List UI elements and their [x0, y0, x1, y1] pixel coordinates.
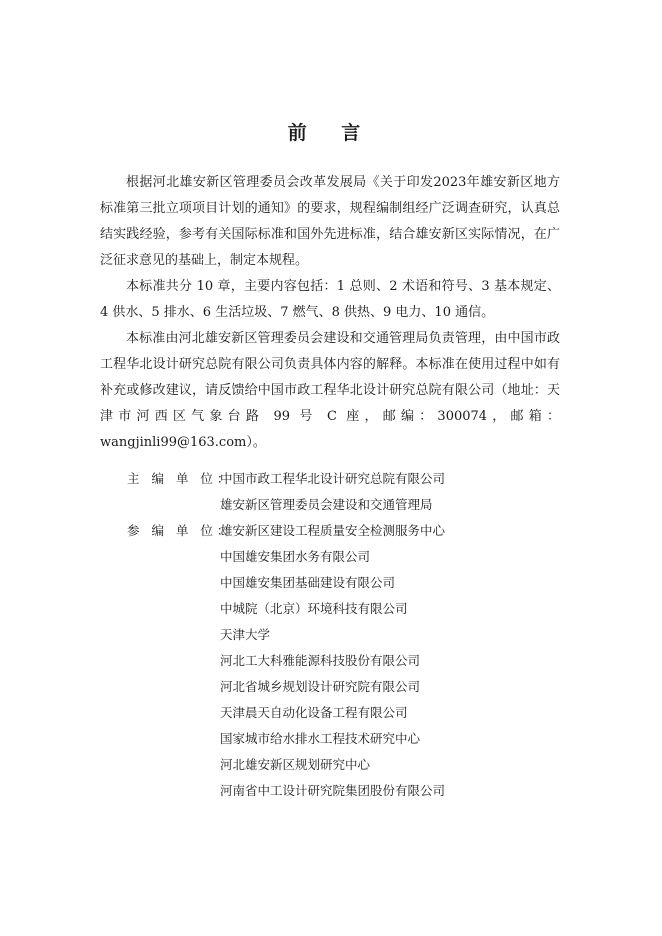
participating-unit-row — [127, 596, 547, 622]
participating-unit-name: 国家城市给水排水工程技术研究中心 — [220, 731, 421, 746]
participating-unit-row — [127, 622, 547, 648]
preface-paragraph-2: 本标准共分 10 章，主要内容包括：1 总则、2 术语和符号、3 基本规定、4 供水、5 排水、6 生活垃圾、7 燃气、8 供热、9 电力、10 通信。 — [100, 279, 560, 320]
participating-unit-row — [127, 726, 547, 752]
participating-unit-name: 天津大学 — [220, 627, 271, 642]
chief-unit-name: 中国市政工程华北设计研究总院有限公司 — [220, 471, 446, 486]
participating-unit-row — [127, 648, 547, 674]
participating-unit-row — [127, 674, 547, 700]
credits-section — [127, 466, 547, 804]
participating-unit-row — [127, 544, 547, 570]
chief-unit-name: 雄安新区管理委员会建设和交通管理局 — [220, 497, 433, 512]
participating-unit-row — [127, 778, 547, 804]
preface-paragraph-1: 根据河北雄安新区管理委员会改革发展局《关于印发2023年雄安新区地方标准第三批立项项目计划的通知》的要求，规程编制组经广泛调查研究，认真总结实践经验，参考有关国际标准和国外先进标准，结合雄安新区实际情况，在广泛征求意见的基础上，制定本规程。 — [100, 175, 560, 268]
participating-unit-label: 参 编 单 位： — [127, 523, 234, 538]
chief-unit-row — [127, 466, 547, 492]
participating-unit-name: 河南省中工设计研究院集团股份有限公司 — [220, 783, 446, 798]
participating-unit-name: 中城院（北京）环境科技有限公司 — [220, 601, 408, 616]
participating-unit-name: 河北省城乡规划设计研究院有限公司 — [220, 679, 421, 694]
participating-unit-name: 河北雄安新区规划研究中心 — [220, 757, 371, 772]
participating-unit-row — [127, 518, 547, 544]
participating-unit-name: 中国雄安集团水务有限公司 — [220, 549, 371, 564]
participating-unit-name: 河北工大科雅能源科技股份有限公司 — [220, 653, 421, 668]
participating-unit-name: 天津晨天自动化设备工程有限公司 — [220, 705, 408, 720]
participating-unit-row — [127, 752, 547, 778]
preface-body — [100, 170, 560, 456]
participating-unit-name: 雄安新区建设工程质量安全检测服务中心 — [220, 523, 446, 538]
participating-unit-row — [127, 700, 547, 726]
participating-unit-name: 中国雄安集团基础建设有限公司 — [220, 575, 396, 590]
page-title: 前 言 — [287, 122, 375, 144]
chief-unit-label: 主 编 单 位： — [127, 471, 234, 486]
participating-unit-row — [127, 570, 547, 596]
chief-unit-row — [127, 492, 547, 518]
preface-paragraph-3: 本标准由河北雄安新区管理委员会建设和交通管理局负责管理，由中国市政工程华北设计研究总院有限公司负责具体内容的解释。本标准在使用过程中如有补充或修改建议，请反馈给中国市政工程华北设计研究总院有限公司（地址：天津市河西区气象台路 99 号 C 座，邮编：300074，邮箱：wangjinli99@163.com）。 — [100, 331, 560, 450]
